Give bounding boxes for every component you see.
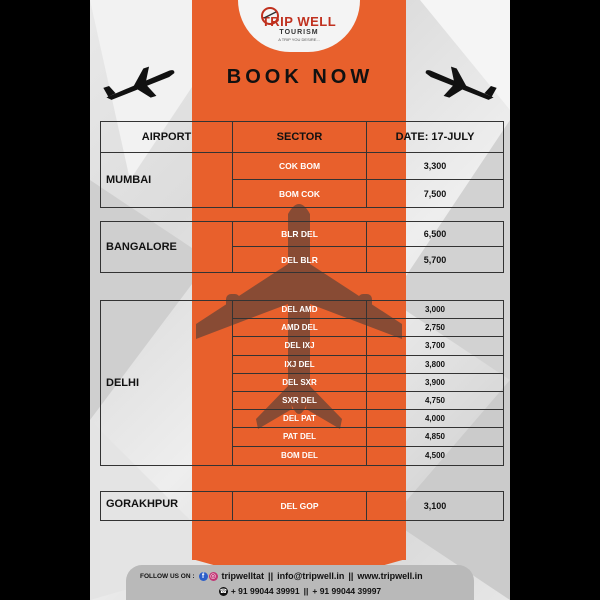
price-cell: 3,300	[423, 161, 447, 171]
price-cell: 3,100	[423, 501, 447, 511]
group-mumbai	[100, 152, 504, 208]
facebook-icon[interactable]: f	[199, 572, 208, 581]
footer-contact	[126, 565, 474, 600]
table-row	[233, 492, 503, 520]
instagram-icon[interactable]: ◎	[209, 573, 217, 580]
separator: ||	[348, 571, 354, 581]
header-date: DATE: 17-JULY	[395, 131, 475, 143]
table-row	[233, 392, 503, 410]
sector-cell: DEL GOP	[233, 492, 367, 520]
header-sector: SECTOR	[233, 122, 367, 152]
price-cell: 4,000	[424, 414, 446, 424]
plane-left-icon	[102, 66, 180, 102]
table-row	[233, 222, 503, 247]
price-cell: 5,700	[423, 254, 447, 265]
sector-cell: SXR DEL	[233, 392, 367, 409]
sector-cell: DEL PAT	[233, 410, 367, 427]
sector-cell: IXJ DEL	[233, 356, 367, 373]
logo-globe-icon	[260, 6, 280, 26]
sector-cell: DEL BLR	[233, 247, 367, 272]
page-title: BOOK NOW	[226, 66, 374, 88]
group-gorakhpur	[100, 491, 504, 521]
table-row	[233, 153, 503, 180]
table-row	[233, 447, 503, 465]
plane-right-icon	[420, 66, 498, 102]
airport-name: BANGALORE	[101, 222, 233, 272]
table-row	[233, 247, 503, 272]
header-airport: AIRPORT	[101, 122, 233, 152]
price-cell: 2,750	[424, 323, 446, 333]
price-cell: 3,700	[424, 341, 446, 351]
sector-cell: AMD DEL	[233, 319, 367, 336]
airport-name: DELHI	[101, 301, 233, 465]
price-cell: 3,000	[424, 305, 446, 315]
price-cell: 3,800	[424, 359, 446, 369]
flyer	[90, 0, 510, 600]
group-delhi	[100, 300, 504, 466]
sector-cell: DEL IXJ	[233, 337, 367, 354]
table-row	[233, 337, 503, 355]
table-row	[233, 410, 503, 428]
airport-name: MUMBAI	[101, 153, 233, 207]
table-row	[233, 301, 503, 319]
price-cell: 3,900	[424, 377, 446, 387]
price-cell: 4,750	[424, 396, 446, 406]
separator: ||	[268, 571, 274, 581]
phone-icon: ☎	[219, 588, 228, 595]
table-row	[233, 319, 503, 337]
email-link[interactable]: info@tripwell.in	[277, 571, 345, 581]
sector-cell: DEL SXR	[233, 374, 367, 391]
airport-name: GORAKHPUR	[101, 492, 233, 520]
social-handle[interactable]: tripwelltat	[221, 571, 265, 581]
website-link[interactable]: www.tripwell.in	[357, 571, 423, 581]
sector-cell: COK BOM	[233, 153, 367, 179]
table-row	[233, 180, 503, 207]
price-cell: 7,500	[423, 188, 447, 199]
brand-tagline: A TRIP YOU DESIRE...	[278, 37, 320, 42]
sector-cell: BOM COK	[233, 180, 367, 207]
sector-cell: BOM DEL	[233, 447, 367, 465]
sector-cell: DEL AMD	[233, 301, 367, 318]
brand-sub: TOURISM	[279, 29, 319, 36]
follow-label: FOLLOW US ON :	[140, 572, 195, 580]
sector-cell: PAT DEL	[233, 428, 367, 445]
phone-1[interactable]: + 91 99044 39991	[230, 586, 300, 596]
price-cell: 6,500	[423, 229, 447, 239]
price-cell: 4,500	[424, 451, 446, 461]
phone-2[interactable]: + 91 99044 39997	[312, 586, 382, 596]
table-header	[100, 121, 504, 153]
price-cell: 4,850	[424, 432, 446, 442]
sector-cell: BLR DEL	[233, 222, 367, 246]
table-row	[233, 374, 503, 392]
table-row	[233, 356, 503, 374]
brand-name: TRIP WELL	[261, 14, 337, 29]
table-row	[233, 428, 503, 446]
group-bangalore	[100, 221, 504, 273]
separator: ||	[303, 586, 309, 596]
